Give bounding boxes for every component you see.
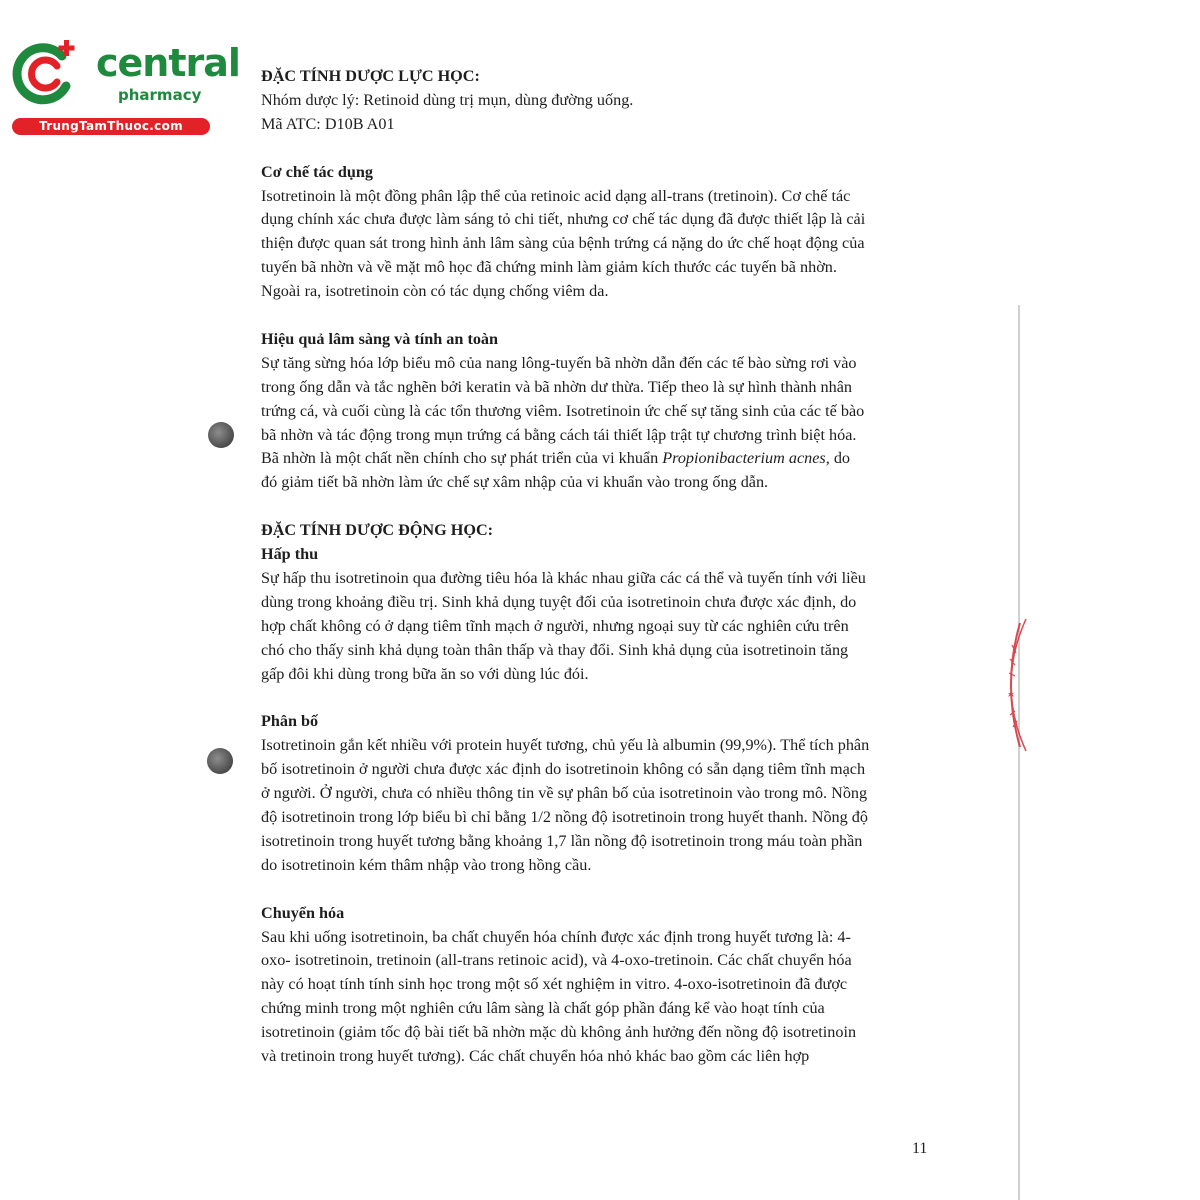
pharmacy-logo <box>10 36 240 136</box>
page-number: 11 <box>912 1140 928 1157</box>
paragraph-line: bã nhờn và tác động trong mụn trứng cá bằng cách tái thiết lập trật tự chương trình biệt hóa. <box>261 425 857 444</box>
section-heading: ĐẶC TÍNH DƯỢC ĐỘNG HỌC: <box>261 521 494 540</box>
section-heading: ĐẶC TÍNH DƯỢC LỰC HỌC: <box>261 67 480 85</box>
document-body <box>261 65 906 1069</box>
paragraph <box>261 185 906 305</box>
logo-website: TrungTamThuoc.com <box>12 118 210 135</box>
paragraph-line: Sự hấp thu isotretinoin qua đường tiêu hóa là khác nhau giữa các cá thể và tuyến tính với liều <box>261 568 866 587</box>
paragraph-line <box>261 447 906 471</box>
pharmacy-logo-icon <box>10 36 80 106</box>
paragraph-line: thiện được quan sát trong hình ảnh lâm sàng của bệnh trứng cá nặng do ức chế hoạt động của <box>261 234 865 253</box>
paragraph-line: bố isotretinoin ở người chưa được xác định do isotretinoin không có sẵn dạng tiêm tĩnh mạch <box>261 760 866 779</box>
paragraph <box>261 567 906 687</box>
paragraph-line: trứng cá, và cuối cùng là các tổn thương viêm. Isotretinoin ức chế sự tăng sinh của các tế bào <box>261 401 865 420</box>
subsection-heading: Cơ chế tác dụng <box>261 162 373 181</box>
subsection-heading: Hiệu quả lâm sàng và tính an toàn <box>261 329 499 348</box>
paragraph-line: Nhóm dược lý: Retinoid dùng trị mụn, dùng đường uống. <box>261 90 634 109</box>
paragraph-line: trong ống dẫn và tắc nghẽn bởi keratin và bã nhờn dư thừa. Tiếp theo là sự hình thành nhân <box>261 377 853 396</box>
paragraph-line: isotretinoin (giảm tốc độ bài tiết bã nhờn mặc dù không ảnh hưởng đến nồng độ isotretinoin <box>261 1023 857 1042</box>
subsection-heading: Hấp thu <box>261 545 319 564</box>
paragraph-line: dụng chính xác chưa được làm sáng tỏ chi tiết, nhưng cơ chế tác dụng đã được thiết lập là cải <box>261 210 866 229</box>
text-segment: Bã nhờn là một chất nền chính cho sự phát triển của vi khuẩn <box>261 449 663 468</box>
paragraph-line: Isotretinoin là một đồng phân lập thể của retinoic acid dạng all-trans (tretinoin). Cơ chế tác <box>261 186 851 205</box>
logo-brand-name: central <box>96 41 240 85</box>
paragraph-line: và tretinoin trong huyết tương). Các chất chuyển hóa nhỏ khác bao gồm các liên hợp <box>261 1047 810 1066</box>
subsection-heading: Chuyển hóa <box>261 903 345 922</box>
paragraph-line: chứng minh trong một nghiên cứu lâm sàng là chất góp phần đáng kể vào hoạt tính của <box>261 999 825 1018</box>
paragraph-line: dùng trong khoảng điều trị. Sinh khả dụng tuyệt đối của isotretinoin chưa được xác định, do <box>261 592 857 611</box>
paragraph-line: isotretinoin trong huyết tương bằng khoảng 1,7 lần nồng độ isotretinoin trong máu toàn phần <box>261 831 863 850</box>
paragraph-line: Ngoài ra, isotretinoin còn có tác dụng chống viêm da. <box>261 282 609 301</box>
efficacy-section <box>261 328 906 495</box>
partial-stamp-seal <box>998 615 1028 755</box>
paragraph-line: Sự tăng sừng hóa lớp biểu mô của nang lông-tuyến bã nhờn dẫn đến các tế bào sừng rơi vào <box>261 353 857 372</box>
pharmacokinetics-section <box>261 519 906 686</box>
paragraph-line: ở người. Ở người, chưa có nhiều thông tin về sự phân bố của isotretinoin vào trong mô. Nồng <box>261 784 868 803</box>
paragraph-line: tuyến bã nhờn và về mặt mô học đã chứng minh làm giảm kích thước các tuyến bã nhờn. <box>261 258 837 277</box>
paragraph-line: Mã ATC: D10B A01 <box>261 114 395 133</box>
paragraph <box>261 352 906 495</box>
paragraph-line: hợp chất không có ở dạng tiêm tĩnh mạch ở người, nhưng ngoại suy từ các nghiên cứu trên <box>261 616 849 635</box>
metabolism-section <box>261 902 906 1069</box>
paragraph-line: đó giảm tiết bã nhờn làm ức chế sự xâm nhập của vi khuẩn vào trong ống dẫn. <box>261 473 769 492</box>
mechanism-section <box>261 161 906 304</box>
paragraph-line: Isotretinoin gắn kết nhiều với protein huyết tương, chủ yếu là albumin (99,9%). Thể tích phân <box>261 736 870 755</box>
paragraph-line: Sau khi uống isotretinoin, ba chất chuyển hóa chính được xác định trong huyết tương là: 4- <box>261 927 851 946</box>
punch-hole <box>208 422 234 448</box>
paragraph-line: chó cho thấy sinh khả dụng toàn thân thấp và thay đổi. Sinh khả dụng của isotretinoin tăng <box>261 640 849 659</box>
subsection-heading: Phân bố <box>261 712 319 731</box>
text-segment: , do <box>825 449 851 468</box>
paragraph-line: này có hoạt tính tính sinh học trong một số xét nghiệm in vitro. 4-oxo-isotretinoin đã được <box>261 975 848 994</box>
bacteria-name: Propionibacterium acnes <box>662 449 826 468</box>
paragraph-line: độ isotretinoin trong lớp biểu bì chỉ bằng 1/2 nồng độ isotretinoin trong huyết thanh. Nồng độ <box>261 808 868 827</box>
logo-sub-name: pharmacy <box>118 86 202 104</box>
paragraph-line: gấp đôi khi dùng trong bữa ăn so với dùng lúc đói. <box>261 664 589 683</box>
paragraph <box>261 734 906 877</box>
pharmacodynamics-section <box>261 65 906 137</box>
paragraph <box>261 926 906 1069</box>
punch-hole <box>207 748 233 774</box>
paragraph-line: do isotretinoin kém thâm nhập vào trong hồng cầu. <box>261 855 592 874</box>
distribution-section <box>261 710 906 877</box>
paragraph-line: oxo- isotretinoin, tretinoin (all-trans retinoic acid), và 4-oxo-tretinoin. Các chất chuyển hóa <box>261 951 852 970</box>
